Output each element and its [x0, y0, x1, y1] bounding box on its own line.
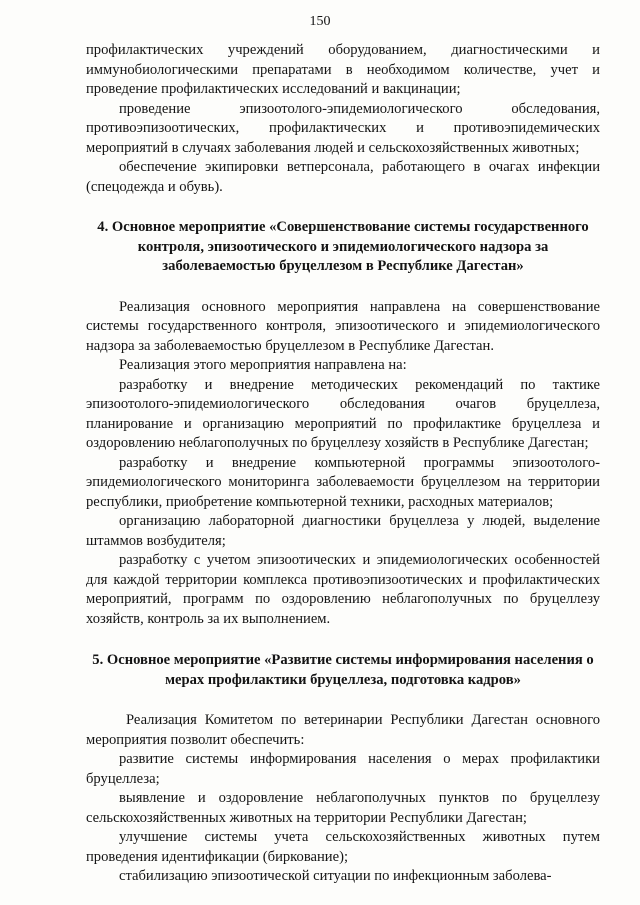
paragraph: обеспечение экипировки ветперсонала, работающего в очагах инфекции (спецодежда и обувь).: [86, 159, 600, 195]
section-5-heading: 5. Основное мероприятие «Развитие системы информирования населения о мерах профилактики бруцеллеза, подготовка кадров»: [92, 652, 594, 688]
paragraph: организацию лабораторной диагностики бруцеллеза у людей, выделение штаммов возбудителя;: [86, 513, 600, 549]
page-number: 150: [309, 14, 331, 29]
paragraph: Реализация Комитетом по ветеринарии Республики Дагестан основного мероприятия позволит обеспечить:: [86, 712, 600, 748]
paragraph: разработку и внедрение компьютерной программы эпизоотолого-эпидемиологического мониторинга заболеваемости бруцеллезом на территории республики, приобретение компьютерной техники, расходных материалов;: [86, 454, 600, 510]
paragraph: Реализация основного мероприятия направлена на совершенствование системы государственного контроля, эпизоотического и эпидемиологического надзора за заболеваемостью бруцеллезом в Республике Дагестан.: [86, 298, 600, 354]
paragraph: развитие системы информирования населения о мерах профилактики бруцеллеза;: [86, 751, 600, 787]
paragraph: выявление и оздоровление неблагополучных пунктов по бруцеллезу сельскохозяйственных животных на территории Республики Дагестан;: [86, 790, 600, 826]
paragraph: стабилизацию эпизоотической ситуации по инфекционным заболева-: [119, 868, 552, 884]
paragraph: улучшение системы учета сельскохозяйственных животных путем проведения идентификации (биркование);: [86, 829, 600, 865]
section-4-heading: 4. Основное мероприятие «Совершенствование системы государственного контроля, эпизоотического и эпидемиологического надзора за заболеваемостью бруцеллезом в Республике Дагестан»: [97, 219, 589, 274]
paragraph: проведение эпизоотолого-эпидемиологического обследования, противоэпизоотических, профилактических и противоэпидемических мероприятий в случаях заболевания людей и сельскохозяйственных животных;: [86, 100, 600, 156]
page-content: [86, 41, 600, 887]
paragraph: Реализация этого мероприятия направлена на:: [119, 357, 407, 373]
paragraph: разработку и внедрение методических рекомендаций по тактике эпизоотолого-эпидемиологического обследования очагов бруцеллеза, планирование и организацию мероприятий по профилактике бруцеллеза и оздоровлению неблагополучных по бруцеллезу хозяйств в Республике Дагестан;: [86, 376, 600, 451]
paragraph: профилактических учреждений оборудованием, диагностическими и иммунобиологическими препаратами в необходимом количестве, учет и проведение профилактических исследований и вакцинации;: [86, 42, 600, 97]
paragraph: разработку с учетом эпизоотических и эпидемиологических особенностей для каждой территории комплекса противоэпизоотических и профилактических мероприятий, программ по оздоровлению неблагополучных по бруцеллезу хозяйств, контроль за их выполнением.: [86, 552, 600, 627]
